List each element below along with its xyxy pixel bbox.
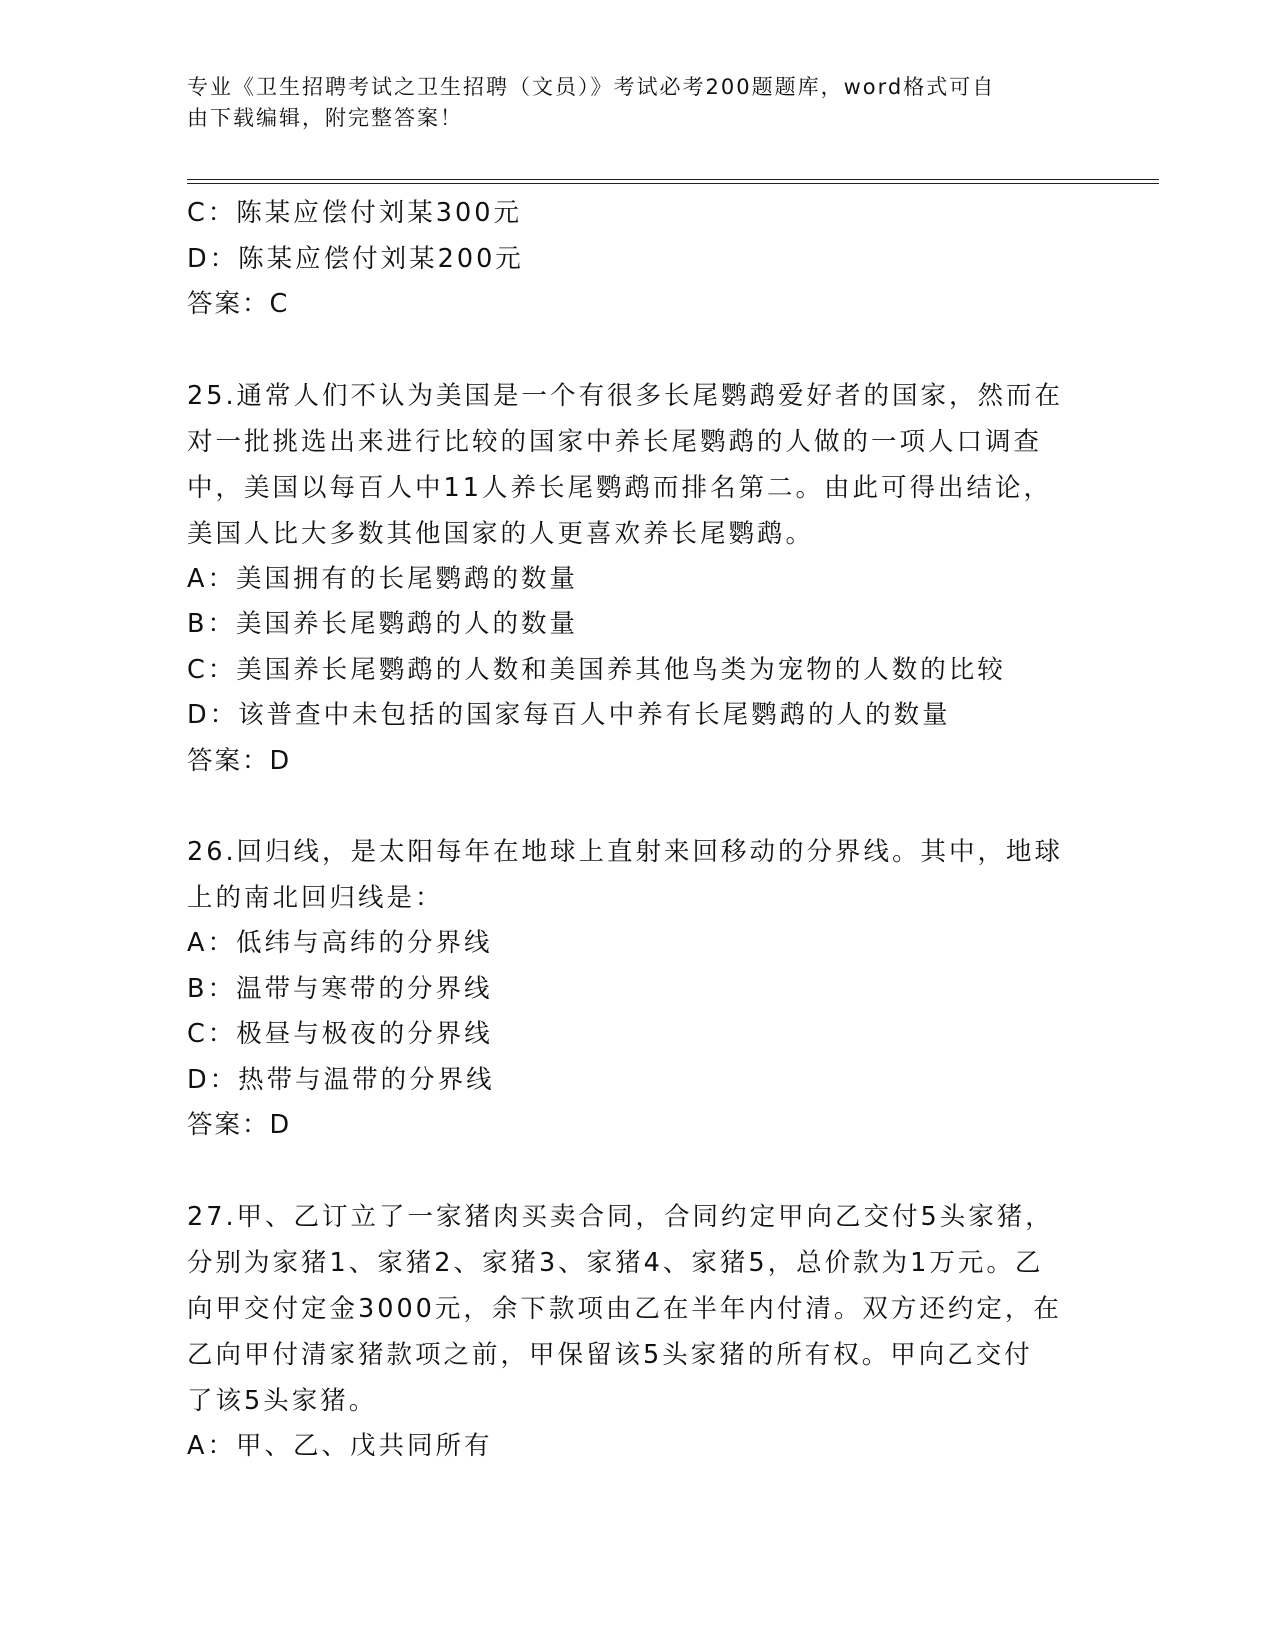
question-25 [187,373,1087,785]
header-line-1: 专业《卫生招聘考试之卫生招聘（文员）》考试必考200题题库，word格式可自 [187,75,996,99]
question-text-line: 向甲交付定金3000元，余下款项由乙在半年内付清。双方还约定，在 [187,1293,1062,1324]
option-c: C：陈某应偿付刘某300元 [187,198,522,228]
option-d: D：陈某应偿付刘某200元 [187,243,524,274]
question-text-line: 27.甲、乙订立了一家猪肉买卖合同，合同约定甲向乙交付5头家猪， [187,1201,1054,1232]
question-text-line: 分别为家猪1、家猪2、家猪3、家猪4、家猪5，总价款为1万元。乙 [187,1247,1044,1278]
question-27 [187,1194,1087,1470]
option-c: C：美国养长尾鹦鹉的人数和美国养其他鸟类为宠物的人数的比较 [187,654,1006,685]
option-b: B：温带与寒带的分界线 [187,973,493,1004]
option-d: D：热带与温带的分界线 [187,1064,495,1095]
spacer [187,328,1087,373]
answer-line: 答案：C [187,289,290,319]
question-text-line: 中，美国以每百人中11人养长尾鹦鹉而排名第二。由此可得出结论， [187,472,1052,503]
option-c: C：极昼与极夜的分界线 [187,1019,493,1049]
question-24-tail [187,191,1087,328]
question-text-line: 上的南北回归线是： [187,883,444,913]
question-content [187,191,1087,1469]
spacer [187,1149,1087,1194]
option-b: B：美国养长尾鹦鹉的人的数量 [187,609,578,639]
option-a: A：低纬与高纬的分界线 [187,928,493,958]
document-header [187,72,1067,134]
question-26 [187,829,1087,1149]
header-line-2: 由下载编辑，附完整答案！ [187,106,463,130]
header-rule-bottom [187,183,1159,184]
spacer [187,784,1087,829]
question-text-line: 乙向甲付清家猪款项之前，甲保留该5头家猪的所有权。甲向乙交付 [187,1339,1033,1370]
question-text-line: 了该5头家猪。 [187,1385,378,1416]
answer-line: 答案：D [187,1110,292,1140]
question-text-line: 对一批挑选出来进行比较的国家中养长尾鹦鹉的人做的一项人口调查 [187,426,1043,457]
option-d: D：该普查中未包括的国家每百人中养有长尾鹦鹉的人的数量 [187,700,951,730]
answer-line: 答案：D [187,745,292,776]
question-text-line: 25.通常人们不认为美国是一个有很多长尾鹦鹉爱好者的国家，然而在 [187,380,1064,411]
question-text-line: 26.回归线，是太阳每年在地球上直射来回移动的分界线。其中，地球 [187,837,1064,867]
header-rule-top [187,179,1159,180]
option-a: A：甲、乙、戊共同所有 [187,1430,493,1461]
question-text-line: 美国人比大多数其他国家的人更喜欢养长尾鹦鹉。 [187,518,815,549]
option-a: A：美国拥有的长尾鹦鹉的数量 [187,563,578,594]
